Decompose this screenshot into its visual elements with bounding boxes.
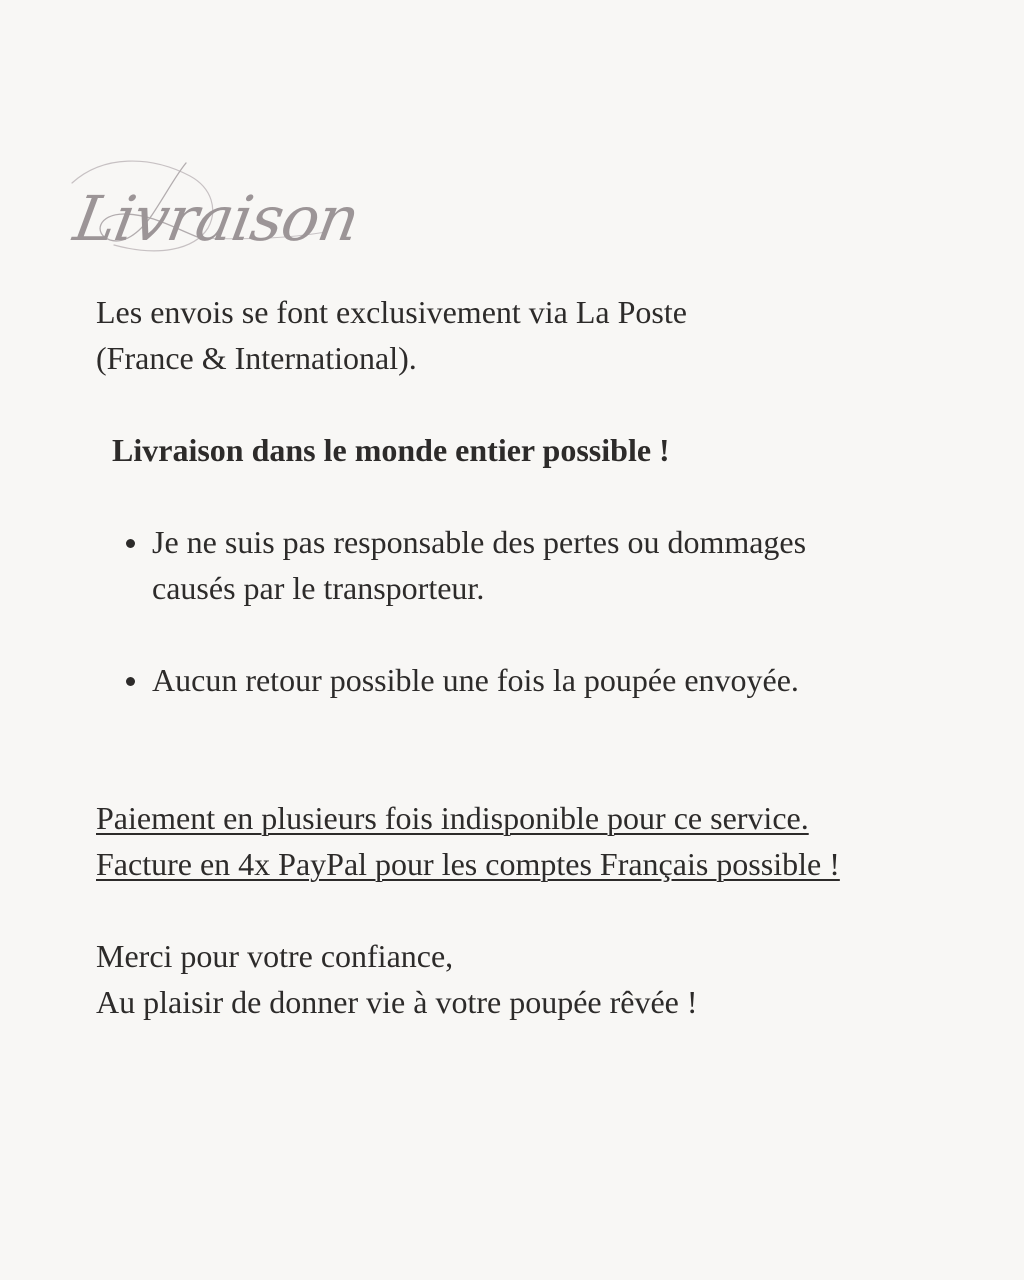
bullet-icon [126,539,135,548]
page-title [68,146,365,264]
bullet-icon [126,677,135,686]
closing-line-1: Merci pour votre confiance, [96,938,454,974]
bullet-item-responsibility [96,519,956,611]
closing-line-2: Au plaisir de donner vie à votre poupée rêvée ! [96,984,698,1020]
highlight-text: Livraison dans le monde entier possible ! [112,432,670,468]
main-content [96,289,956,1025]
spacer [96,381,956,427]
paragraph-line-1: Les envois se font exclusivement via La Poste [96,294,687,330]
spacer [96,611,956,657]
spacer [96,473,956,519]
bullet-text-line-2: causés par le transporteur. [152,570,485,606]
spacer [96,703,956,795]
spacer [96,887,956,933]
paragraph-line-2: (France & International). [96,340,417,376]
bullet-text: Aucun retour possible une fois la poupée envoyée. [152,662,799,698]
payment-info-line-1: Paiement en plusieurs fois indisponible pour ce service. [96,800,809,836]
bullet-list [96,519,956,703]
bullet-text-line-1: Je ne suis pas responsable des pertes ou dommages [152,524,807,560]
payment-info-line-2: Facture en 4x PayPal pour les comptes Français possible ! [96,846,840,882]
title-text: Livraison [68,182,365,255]
bullet-item-returns [96,657,956,703]
script-title [68,146,365,264]
